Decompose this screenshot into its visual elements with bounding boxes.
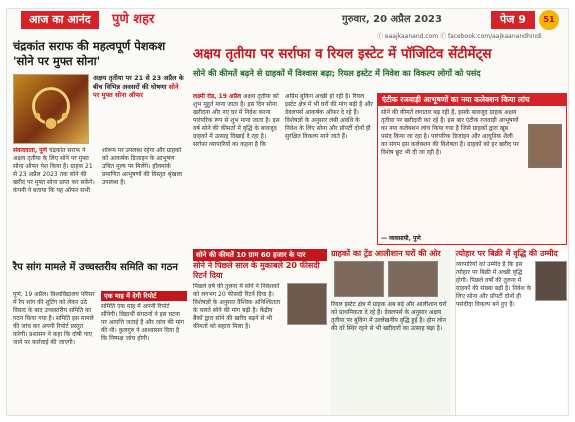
- page-number: पेज 9: [491, 11, 535, 29]
- jewelry-illustration-icon: [14, 75, 88, 143]
- antique-box-signature: — व्यवसायी, पुणे: [381, 235, 421, 242]
- left-article-body: [13, 147, 187, 257]
- luxury-homes-body: रियल इस्टेट क्षेत्र में ग्राहक अब बड़े और आलीशान घरों को प्राथमिकता दे रहे हैं। डेवलपर्स के अनुसार अक्षय तृतीया पर बुकिंग में उल्लेखनीय वृद्धि हुई है। होम लोन की दरें स्थिर रहने से भी खरीदारों का उत्साह बढ़ा है।: [331, 301, 447, 332]
- issue-date: गुरुवार, 20 अप्रैल 2023: [342, 14, 442, 25]
- main-article-body: [193, 93, 373, 243]
- antique-box-body: सोने की कीमतें लगातार बढ़ रही हैं, इसके बावजूद ग्राहक अक्षय तृतीया पर खरीदारी कर रहे हैं। इस बार एंटीक रजवाड़ी आभूषणों का नया कलेक्शन लांच किया गया है जिसे ग्राहकों द्वारा खूब पसंद किया जा रहा है। पारंपरिक डिजाइन और आधुनिक शैली का संगम इस कलेक्शन की विशेषता है। ग्राहकों को हर खरीद पर विशेष छूट भी दी जा रही है।: [381, 109, 519, 156]
- kicker-text: अक्षय तृतीया पर 21 से 23 अप्रैल के बीच विभिन्न अवसरों की घोषणा: [93, 74, 184, 91]
- left-byline: संवाददाता, पुणे: [13, 147, 47, 154]
- gold-box-photo: [287, 283, 327, 325]
- main-headline: अक्षय तृतीया पर सर्राफा व रियल इस्टेट में पॉजिटिव सेंटीमेंट्स: [193, 46, 492, 62]
- main-subheadline: सोने की कीमतें बढ़ने से ग्राहकों में विश्वास बढ़ा; रियल इस्टेट में निवेश का विकल्प लोगों को पसंद: [193, 68, 481, 78]
- luxury-photo-1: [334, 261, 384, 297]
- side-note-body: समिति एक माह में अपनी रिपोर्ट सौंपेगी। विद्यार्थी संगठनों ने इस घटना पर आपत्ति जताई है और जांच की मांग की थी। कुलगुरु ने आश्वासन दिया है कि निष्पक्ष जांच होगी।: [101, 303, 185, 342]
- left-column: [9, 37, 189, 413]
- left-side-note: [101, 291, 187, 409]
- left-body-text: चंद्रकांत सराफ ने अक्षय तृतीया के लिए सोने पर मुफ्त सोना ऑफर पेश किया है। ग्राहक 21 से 23 अप्रैल 2023 तक सोने की खरीद पर मुफ्त सोना प्राप्त कर सकेंगे। कंपनी ने बताया कि यह ऑफर सभी शोरूम पर उपलब्ध रहेगा और ग्राहकों को आकर्षक डिजाइन के आभूषण उचित मूल्य पर मिलेंगे। हॉलमार्क प्रमाणित आभूषणों की विस्तृत श्रृंखला उपलब्ध है।: [13, 147, 183, 194]
- newspaper-page: [6, 8, 569, 416]
- jewelry-photo: [13, 74, 89, 144]
- festival-box-photo: [535, 261, 567, 301]
- portrait-photo: [528, 124, 562, 168]
- kicker-highlight: सोने पर मुफ्त सोना ऑफर: [93, 82, 179, 99]
- left-kicker: [93, 74, 187, 100]
- social-links: ⓕ eaajkaanand.com ⓕ facebook.com/aajkaanandhindi: [377, 33, 542, 40]
- gold-price-box: [193, 249, 327, 415]
- festival-sales-box: [455, 249, 567, 415]
- luxury-photo-2: [388, 261, 438, 297]
- left-article-body-2: पुणे, 19 अप्रैल। विश्वविद्यालय परिसर में रैप सांग की शूटिंग को लेकर उठे विवाद के बाद उच्चस्तरीय समिति का गठन किया गया है। समिति इस मामले की जांच कर अपनी रिपोर्ट प्रस्तुत करेगी। प्रशासन ने कहा कि दोषी पाए जाने पर कार्रवाई की जाएगी।: [13, 291, 95, 346]
- section-label: आज का आनंद: [21, 11, 99, 29]
- gold-price-body-text: पिछले वर्ष की तुलना में सोने ने निवेशकों को लगभग 20 फीसदी रिटर्न दिया है। विशेषज्ञों के अनुसार वैश्विक अनिश्चितता के चलते सोने की मांग बढ़ी है। केंद्रीय बैंकों द्वारा सोने की खरीद बढ़ने से भी कीमतों को सहारा मिला है।: [193, 283, 281, 330]
- main-banner: [193, 45, 567, 87]
- city-section-title: पुणे शहर: [112, 12, 155, 27]
- page-header: [7, 9, 569, 31]
- left-headline-2: रैप सांग मामले में उच्चस्तरीय समिति का गठन: [13, 262, 178, 273]
- main-body-text: अक्षय तृतीया को शुभ मुहूर्त माना जाता है। इस दिन सोना खरीदना और नए घर में निवेश करना पारंपरिक रूप से शुभ माना जाता है। इस वर्ष सोने की कीमतों में वृद्धि के बावजूद ग्राहकों में उत्साह दिखाई दे रहा है। सर्राफा व्यापारियों का कहना है कि अग्रिम बुकिंग अच्छी हो रही है। रियल इस्टेट क्षेत्र में भी घरों की मांग बढ़ी है और डेवलपर्स आकर्षक ऑफर दे रहे हैं। विशेषज्ञों के अनुसार लंबी अवधि के निवेश के लिए सोना और प्रॉपर्टी दोनों ही सुरक्षित विकल्प माने जाते हैं।: [193, 93, 373, 148]
- main-byline: लक्ष्मी रोड, 19 अप्रैल: [193, 93, 242, 100]
- antique-box-tag: एंटीक रजवाड़ी आभूषणों का नया कलेक्शन किया लांच: [378, 94, 566, 106]
- gold-price-body: [193, 283, 327, 331]
- luxury-homes-box: [331, 249, 451, 415]
- festival-sales-tag: त्योहार पर बिक्री में वृद्धि की उम्मीद: [456, 249, 558, 258]
- side-note-tag: एक माह में देगी रिपोर्ट: [101, 291, 187, 301]
- luxury-homes-photos: [331, 259, 451, 299]
- gold-price-tag: सोने की कीमतें 10 ग्राम 60 हजार के पार: [193, 249, 327, 261]
- gold-price-subhead: सोने ने पिछले साल के मुकाबले 20 फीसदी रिटर्न दिया: [193, 261, 320, 280]
- left-headline: चंद्रकांत सराफ की महत्वपूर्ण पेशकश 'सोने पर मुफ्त सोना': [13, 39, 166, 68]
- anniversary-badge: 51: [539, 10, 559, 30]
- antique-jewelry-box: [377, 93, 567, 245]
- festival-sales-body: [456, 261, 567, 309]
- luxury-homes-tag: ग्राहकों का ट्रेंड आलीशान घरों की ओर: [331, 249, 441, 258]
- festival-sales-body-text: व्यापारियों को उम्मीद है कि इस त्योहार पर बिक्री में अच्छी वृद्धि होगी। पिछले वर्षों की तुलना में ग्राहकों की संख्या बढ़ी है। निवेश के लिए सोना और प्रॉपर्टी दोनों ही पसंदीदा विकल्प बने हुए हैं।: [456, 261, 532, 308]
